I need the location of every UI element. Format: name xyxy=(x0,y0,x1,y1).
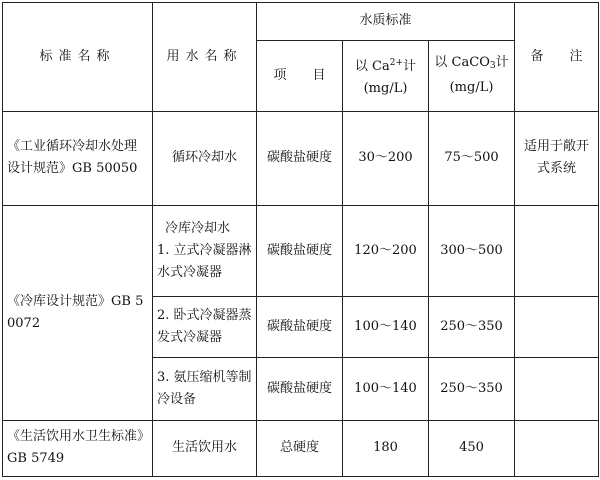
cell-standard: 《工业循环冷却水处理设计规范》GB 50050 xyxy=(3,111,153,205)
cell-ca: 180 xyxy=(343,420,429,476)
use-sub-label: 1. 立式冷凝器淋水式冷凝器 xyxy=(157,242,252,280)
cell-ca: 100～140 xyxy=(343,297,429,358)
table-row xyxy=(3,111,599,205)
water-quality-standard-table xyxy=(2,2,599,477)
cell-use: 3. 氨压缩机等制冷设备 xyxy=(153,357,257,420)
header-item: 项 目 xyxy=(257,40,343,111)
cell-remark: 适用于敞开式系统 xyxy=(515,111,599,205)
cell-item: 碳酸盐硬度 xyxy=(257,205,343,297)
cell-ca: 30～200 xyxy=(343,111,429,205)
table-row xyxy=(3,420,599,476)
cell-use: 2. 卧式冷凝器蒸发式冷凝器 xyxy=(153,297,257,358)
cell-item: 总硬度 xyxy=(257,420,343,476)
cell-ca: 120～200 xyxy=(343,205,429,297)
header-standard-name: 标准名称 xyxy=(3,3,153,112)
header-water-use-name: 用水名称 xyxy=(153,3,257,112)
use-group-label: 冷库冷却水 xyxy=(165,220,231,236)
header-ca xyxy=(343,40,429,111)
cell-caco3: 450 xyxy=(429,420,515,476)
cell-item: 碳酸盐硬度 xyxy=(257,357,343,420)
cell-remark xyxy=(515,297,599,358)
header-remarks: 备 注 xyxy=(515,3,599,112)
cell-remark xyxy=(515,205,599,297)
header-caco3 xyxy=(429,40,515,111)
cell-remark xyxy=(515,357,599,420)
cell-use xyxy=(153,205,257,297)
header-water-quality-standard: 水质标准 xyxy=(257,3,515,41)
cell-use: 生活饮用水 xyxy=(153,420,257,476)
table-row xyxy=(3,205,599,297)
cell-caco3: 250～350 xyxy=(429,297,515,358)
cell-item: 碳酸盐硬度 xyxy=(257,297,343,358)
header-ca-unit: (mg/L) xyxy=(363,80,408,96)
cell-ca: 100～140 xyxy=(343,357,429,420)
header-row-1 xyxy=(3,3,599,41)
header-caco3-unit: (mg/L) xyxy=(449,80,494,96)
cell-standard: 《冷库设计规范》GB 50072 xyxy=(3,205,153,420)
cell-caco3: 250～350 xyxy=(429,357,515,420)
cell-use: 循环冷却水 xyxy=(153,111,257,205)
cell-caco3: 75～500 xyxy=(429,111,515,205)
cell-standard: 《生活饮用水卫生标准》GB 5749 xyxy=(3,420,153,476)
header-ca-label: 以 $Ca^{2+}$计 xyxy=(354,57,417,74)
cell-remark xyxy=(515,420,599,476)
cell-item: 碳酸盐硬度 xyxy=(257,111,343,205)
cell-caco3: 300～500 xyxy=(429,205,515,297)
header-caco3-label: 以 CaCO$_3$计 xyxy=(434,55,509,72)
